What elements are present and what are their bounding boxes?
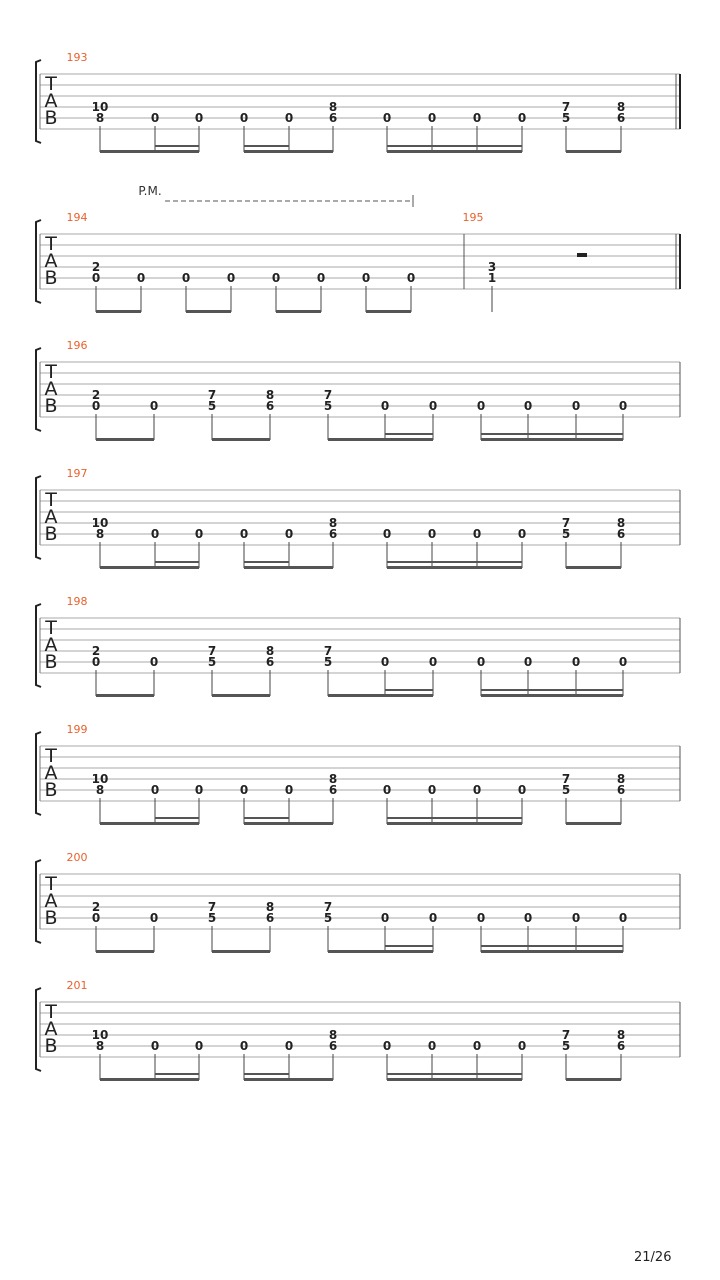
fret-number-top: 2: [91, 388, 101, 402]
beam: [244, 150, 289, 153]
beam-secondary: [244, 561, 289, 563]
note-chord: [150, 911, 158, 952]
fret-number: 0: [91, 271, 101, 285]
beam: [244, 822, 289, 825]
beam-secondary: [387, 1073, 522, 1075]
fret-number: 0: [239, 111, 249, 125]
tab-clef-a: A: [44, 890, 58, 912]
measure-number: 201: [66, 979, 88, 992]
fret-number: 0: [380, 911, 390, 925]
fret-number: 5: [561, 783, 571, 797]
measure-number: 193: [66, 51, 88, 64]
fret-number: 0: [382, 111, 392, 125]
beam: [212, 950, 270, 953]
fret-number-top: 8: [328, 772, 338, 786]
fret-number: 0: [523, 399, 533, 413]
fret-number: 0: [523, 911, 533, 925]
note-chord: [182, 271, 190, 312]
tab-clef-t: T: [45, 73, 57, 95]
fret-number: 0: [517, 1039, 527, 1053]
tab-clef-a: A: [44, 634, 58, 656]
fret-number: 0: [427, 783, 437, 797]
fret-number: 5: [561, 111, 571, 125]
beam: [96, 694, 154, 697]
staff-system: [36, 979, 680, 1081]
tab-clef-b: B: [44, 523, 58, 545]
beam: [387, 1078, 522, 1081]
beam: [566, 566, 621, 569]
beam: [155, 822, 199, 825]
fret-number: 0: [618, 655, 628, 669]
fret-number-top: 7: [207, 900, 217, 914]
note-chord: [562, 1028, 570, 1080]
note-chord: [92, 100, 109, 152]
beam: [385, 694, 433, 697]
fret-number: 0: [427, 527, 437, 541]
beam: [289, 150, 333, 153]
beam: [244, 1078, 289, 1081]
tab-clef-a: A: [44, 90, 58, 112]
tab-clef-t: T: [45, 361, 57, 383]
note-chord: [266, 900, 274, 952]
tab-clef-t: T: [45, 233, 57, 255]
fret-number: 0: [517, 783, 527, 797]
fret-number: 0: [149, 399, 159, 413]
fret-number: 0: [428, 655, 438, 669]
beam: [276, 310, 321, 313]
measure-number: 198: [66, 595, 88, 608]
fret-number-top: 7: [323, 388, 333, 402]
beam: [385, 438, 433, 441]
fret-number-top: 10: [91, 772, 109, 786]
fret-number: 0: [571, 399, 581, 413]
beam: [366, 310, 411, 313]
beam: [100, 566, 155, 569]
beam: [100, 822, 155, 825]
beam: [155, 566, 199, 569]
fret-number: 0: [571, 911, 581, 925]
beam: [244, 566, 289, 569]
fret-number: 0: [181, 271, 191, 285]
beam-secondary: [155, 1073, 199, 1075]
page-number: 21/26: [634, 1250, 672, 1265]
fret-number: 0: [226, 271, 236, 285]
fret-number: 0: [361, 271, 371, 285]
beam: [289, 1078, 333, 1081]
beam: [212, 694, 270, 697]
fret-number-top: 8: [328, 1028, 338, 1042]
fret-number: 0: [428, 399, 438, 413]
tab-clef-a: A: [44, 1018, 58, 1040]
note-chord: [208, 900, 216, 952]
fret-number: 0: [476, 911, 486, 925]
fret-number-top: 8: [616, 100, 626, 114]
fret-number: 0: [472, 783, 482, 797]
fret-number: 0: [316, 271, 326, 285]
fret-number: 6: [616, 111, 626, 125]
fret-number-top: 3: [487, 260, 497, 274]
fret-number: 0: [239, 1039, 249, 1053]
beam-secondary: [387, 145, 522, 147]
fret-number: 6: [616, 527, 626, 541]
fret-number: 6: [616, 783, 626, 797]
fret-number: 6: [265, 911, 275, 925]
fret-number: 0: [618, 911, 628, 925]
fret-number: 6: [616, 1039, 626, 1053]
note-chord: [208, 388, 216, 440]
tab-clef-b: B: [44, 907, 58, 929]
tab-clef-a: A: [44, 762, 58, 784]
fret-number: 0: [150, 1039, 160, 1053]
fret-number: 8: [95, 1039, 105, 1053]
note-chord: [92, 900, 100, 952]
beam-secondary: [481, 689, 623, 691]
fret-number-top: 7: [561, 1028, 571, 1042]
fret-number: 0: [284, 783, 294, 797]
note-chord: [92, 644, 100, 696]
fret-number: 0: [150, 527, 160, 541]
note-chord: [272, 271, 280, 312]
tab-clef-t: T: [45, 873, 57, 895]
beam: [289, 822, 333, 825]
fret-number-top: 7: [207, 388, 217, 402]
fret-number-top: 8: [265, 900, 275, 914]
tab-clef-a: A: [44, 250, 58, 272]
beam: [387, 566, 522, 569]
fret-number: 1: [487, 271, 497, 285]
fret-number: 0: [382, 1039, 392, 1053]
note-chord: [617, 100, 625, 152]
fret-number: 5: [207, 911, 217, 925]
fret-number: 0: [380, 655, 390, 669]
staff-system: [36, 339, 680, 441]
fret-number-top: 7: [323, 900, 333, 914]
tab-clef-t: T: [45, 745, 57, 767]
fret-number-top: 2: [91, 644, 101, 658]
beam-secondary: [385, 945, 433, 947]
fret-number: 0: [91, 399, 101, 413]
tab-clef-b: B: [44, 651, 58, 673]
measure-number: 200: [66, 851, 88, 864]
note-chord: [324, 644, 332, 696]
beam-secondary: [155, 817, 199, 819]
beam-secondary: [385, 689, 433, 691]
fret-number: 0: [427, 1039, 437, 1053]
measure-number: 197: [66, 467, 88, 480]
fret-number: 8: [95, 783, 105, 797]
beam-secondary: [385, 433, 433, 435]
tab-clef-t: T: [45, 489, 57, 511]
fret-number: 0: [428, 911, 438, 925]
beam: [481, 950, 623, 953]
fret-number: 6: [328, 1039, 338, 1053]
note-chord: [266, 388, 274, 440]
fret-number: 6: [265, 399, 275, 413]
note-chord: [150, 399, 158, 440]
beam: [387, 150, 522, 153]
note-chord: [617, 516, 625, 568]
tab-clef-b: B: [44, 267, 58, 289]
fret-number-top: 8: [328, 100, 338, 114]
fret-number: 5: [207, 399, 217, 413]
fret-number-top: 7: [323, 644, 333, 658]
tab-clef-a: A: [44, 506, 58, 528]
beam: [96, 950, 154, 953]
fret-number: 0: [239, 783, 249, 797]
fret-number: 8: [95, 111, 105, 125]
note-chord: [208, 644, 216, 696]
beam: [96, 438, 154, 441]
tab-clef-a: A: [44, 378, 58, 400]
staff-system: [36, 851, 680, 953]
fret-number: 0: [149, 655, 159, 669]
fret-number-top: 2: [91, 260, 101, 274]
fret-number: 6: [265, 655, 275, 669]
fret-number-top: 7: [561, 516, 571, 530]
beam-secondary: [481, 945, 623, 947]
fret-number: 0: [136, 271, 146, 285]
fret-number-top: 10: [91, 100, 109, 114]
note-chord: [362, 271, 370, 312]
fret-number-top: 10: [91, 516, 109, 530]
beam-secondary: [244, 1073, 289, 1075]
note-chord: [329, 100, 337, 152]
note-chord: [150, 655, 158, 696]
beam: [212, 438, 270, 441]
fret-number: 0: [427, 111, 437, 125]
fret-number: 0: [517, 527, 527, 541]
fret-number: 0: [91, 655, 101, 669]
note-chord: [562, 772, 570, 824]
fret-number: 0: [194, 1039, 204, 1053]
fret-number: 5: [561, 527, 571, 541]
fret-number-top: 7: [207, 644, 217, 658]
beam: [186, 310, 231, 313]
fret-number-top: 7: [561, 772, 571, 786]
fret-number: 0: [149, 911, 159, 925]
note-chord: [317, 271, 325, 312]
fret-number: 0: [618, 399, 628, 413]
tab-clef-t: T: [45, 617, 57, 639]
note-chord: [329, 1028, 337, 1080]
beam: [289, 566, 333, 569]
fret-number-top: 8: [328, 516, 338, 530]
tab-clef-b: B: [44, 107, 58, 129]
fret-number-top: 8: [265, 644, 275, 658]
note-chord: [562, 100, 570, 152]
fret-number: 6: [328, 527, 338, 541]
fret-number: 0: [517, 111, 527, 125]
note-chord: [329, 516, 337, 568]
staff-system: [36, 184, 680, 313]
tab-clef-b: B: [44, 779, 58, 801]
measure-number: 199: [66, 723, 88, 736]
measure-number: 195: [462, 211, 484, 224]
fret-number: 0: [284, 527, 294, 541]
note-chord: [92, 388, 100, 440]
note-chord: [617, 1028, 625, 1080]
fret-number: 0: [476, 399, 486, 413]
beam: [385, 950, 433, 953]
beam-secondary: [155, 561, 199, 563]
measure-number: 194: [66, 211, 88, 224]
note-chord: [137, 271, 145, 312]
note-chord: [488, 260, 496, 312]
tab-clef-b: B: [44, 395, 58, 417]
fret-number: 0: [194, 527, 204, 541]
fret-number: 0: [150, 111, 160, 125]
staff-system: [36, 595, 680, 697]
fret-number-top: 8: [616, 772, 626, 786]
note-chord: [266, 644, 274, 696]
fret-number: 0: [472, 111, 482, 125]
beam-secondary: [244, 145, 289, 147]
beam: [100, 1078, 155, 1081]
beam-secondary: [244, 817, 289, 819]
beam-secondary: [387, 817, 522, 819]
fret-number: 0: [382, 527, 392, 541]
note-chord: [92, 260, 100, 312]
fret-number: 0: [284, 111, 294, 125]
fret-number: 0: [571, 655, 581, 669]
fret-number: 0: [472, 527, 482, 541]
beam: [566, 150, 621, 153]
fret-number: 5: [561, 1039, 571, 1053]
beam: [566, 822, 621, 825]
beam: [96, 310, 141, 313]
fret-number: 0: [194, 111, 204, 125]
palm-mute-marking: [138, 184, 413, 207]
beam: [566, 1078, 621, 1081]
beam: [155, 150, 199, 153]
note-chord: [92, 1028, 109, 1080]
fret-number: 0: [472, 1039, 482, 1053]
fret-number-top: 2: [91, 900, 101, 914]
fret-number: 5: [323, 911, 333, 925]
fret-number: 8: [95, 527, 105, 541]
note-chord: [617, 772, 625, 824]
fret-number: 6: [328, 111, 338, 125]
beam: [100, 150, 155, 153]
beam: [387, 822, 522, 825]
fret-number: 0: [150, 783, 160, 797]
staff-system: [36, 467, 680, 569]
fret-number: 5: [207, 655, 217, 669]
fret-number: 0: [523, 655, 533, 669]
measure-number: 196: [66, 339, 88, 352]
fret-number: 0: [271, 271, 281, 285]
fret-number-top: 8: [616, 516, 626, 530]
note-chord: [324, 388, 332, 440]
fret-number-top: 8: [265, 388, 275, 402]
staff-system: [36, 51, 680, 153]
note-chord: [92, 772, 109, 824]
fret-number: 0: [380, 399, 390, 413]
fret-number: 5: [323, 655, 333, 669]
fret-number-top: 10: [91, 1028, 109, 1042]
note-chord: [92, 516, 109, 568]
half-rest: [577, 253, 587, 257]
fret-number: 0: [91, 911, 101, 925]
fret-number: 0: [406, 271, 416, 285]
note-chord: [329, 772, 337, 824]
staff-system: [36, 723, 680, 825]
fret-number-top: 7: [561, 100, 571, 114]
palm-mute-label: P.M.: [138, 184, 162, 198]
fret-number: 0: [194, 783, 204, 797]
note-chord: [407, 271, 415, 312]
note-chord: [324, 900, 332, 952]
fret-number: 0: [284, 1039, 294, 1053]
beam-secondary: [387, 561, 522, 563]
tab-clef-b: B: [44, 1035, 58, 1057]
fret-number: 0: [239, 527, 249, 541]
beam: [481, 438, 623, 441]
beam-secondary: [481, 433, 623, 435]
note-chord: [562, 516, 570, 568]
beam: [481, 694, 623, 697]
tab-clef-t: T: [45, 1001, 57, 1023]
fret-number: 0: [382, 783, 392, 797]
note-chord: [227, 271, 235, 312]
fret-number: 5: [323, 399, 333, 413]
fret-number: 0: [476, 655, 486, 669]
fret-number: 6: [328, 783, 338, 797]
fret-number-top: 8: [616, 1028, 626, 1042]
beam-secondary: [155, 145, 199, 147]
beam: [155, 1078, 199, 1081]
